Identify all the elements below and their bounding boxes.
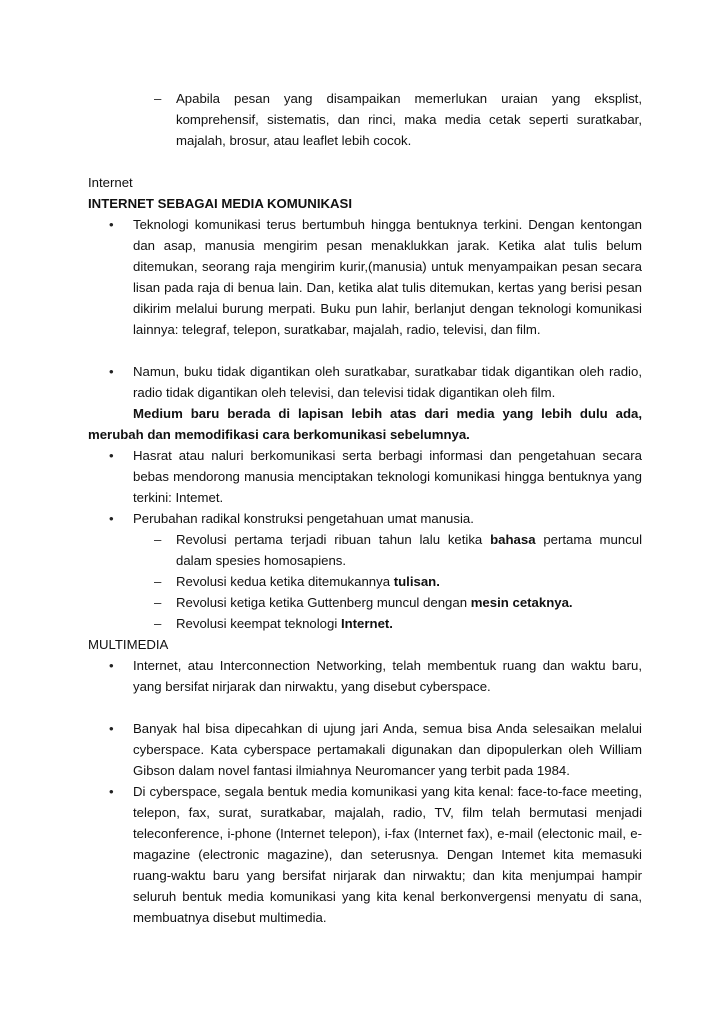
multimedia-heading — [88, 634, 168, 655]
revolution-item — [154, 529, 643, 571]
revolution-text-bold: Internet. — [340, 616, 393, 631]
bullet-marker: • — [109, 658, 114, 673]
revolution-text-pre: Revolusi ketiga ketika Guttenberg muncul dengan — [176, 595, 471, 610]
list-item — [109, 718, 642, 781]
revolution-text-pre: Revolusi pertama terjadi ribuan tahun lalu ketika — [176, 532, 491, 547]
revolution-item-text — [176, 592, 642, 613]
revolution-item — [154, 613, 642, 634]
dash-marker: – — [154, 616, 162, 631]
list-item — [109, 508, 642, 529]
list-item-text: Namun, buku tidak digantikan oleh suratkabar, suratkabar tidak digantikan oleh radio, radio tidak digantikan oleh televisi, dan televisi tidak digantikan oleh film. — [133, 364, 642, 400]
dash-marker: – — [154, 532, 162, 547]
bullet-marker: • — [109, 784, 114, 799]
revolution-item-text — [176, 529, 642, 571]
revolution-text-post: pertama muncul dalam spesies homosapiens. — [176, 532, 643, 568]
list-item-text: Di cyberspace, segala bentuk media komunikasi yang kita kenal: face-to-face meeting, telepon, fax, surat, suratkabar, majalah, radio, TV, film telah bermutasi menjadi teleconference, i-phone (Internet telepon), i-fax (Internet fax), e-mail (electonic mail, e-magazine (electronic magazine), dan seterusnya. Dengan Intemet kita memasuki ruang-waktu baru yang bersifat nirjarak dan nirwaktu; dan kita menjumpai hampir seluruh bentuk media komunikasi yang kita kenal berkonvergensi menyatu di sana, membuatnya disebut multimedia. — [133, 784, 642, 925]
internet-heading-text: Internet — [88, 175, 133, 190]
list-item-text: Hasrat atau naluri berkomunikasi serta berbagi informasi dan pengetahuan secara bebas mendorong manusia menciptakan teknologi komunikasi hingga bentuknya yang terkini: Intemet. — [133, 448, 642, 505]
multimedia-heading-text: MULTIMEDIA — [88, 637, 169, 652]
list-item — [109, 781, 642, 928]
bullet-marker: • — [109, 364, 114, 379]
dash-marker: – — [154, 574, 162, 589]
revolution-item-text — [176, 571, 642, 592]
revolution-text-pre: Revolusi keempat teknologi — [176, 616, 341, 631]
bullet-marker: • — [109, 511, 114, 526]
list-item — [109, 214, 642, 340]
bullet-marker: • — [109, 217, 114, 232]
dash-item-text: Apabila pesan yang disampaikan memerlukan uraian yang eksplist, komprehensif, sistematis, dan rinci, maka media cetak seperti suratkabar, majalah, brosur, atau leaflet lebih cocok. — [176, 91, 642, 148]
revolution-text-bold: bahasa — [490, 532, 536, 547]
revolution-text-bold: mesin cetaknya. — [470, 595, 573, 610]
section-title-text: INTERNET SEBAGAI MEDIA KOMUNIKASI — [88, 196, 353, 211]
section-title — [88, 193, 352, 214]
list-item-text: Internet, atau Interconnection Networking, telah membentuk ruang dan waktu baru, yang bersifat nirjarak dan nirwaktu, yang disebut cyberspace. — [133, 658, 642, 694]
dash-marker: – — [154, 595, 162, 610]
list-item-text: Banyak hal bisa dipecahkan di ujung jari Anda, semua bisa Anda selesaikan melalui cyberspace. Kata cyberspace pertamakali digunakan dan dipopulerkan oleh William Gibson dalam novel fantasi ilmiahnya Neuromancer yang terbit pada 1984. — [133, 721, 642, 778]
bold-statement — [88, 403, 642, 445]
internet-heading — [88, 172, 133, 193]
revolution-item — [154, 592, 642, 613]
dash-marker: – — [154, 91, 162, 106]
dash-item-media-cetak — [154, 88, 642, 151]
revolution-item — [154, 571, 642, 592]
revolution-text-pre: Revolusi kedua ketika ditemukannya — [176, 574, 394, 589]
list-item-text: Perubahan radikal konstruksi pengetahuan umat manusia. — [133, 511, 474, 526]
revolution-text-bold: tulisan. — [393, 574, 440, 589]
bullet-marker: • — [109, 448, 114, 463]
revolution-item-text — [176, 613, 642, 634]
list-item — [109, 361, 642, 403]
list-item — [109, 445, 642, 508]
list-item — [109, 655, 642, 697]
bold-statement-text: Medium baru berada di lapisan lebih atas dari media yang lebih dulu ada, merubah dan memodifikasi cara berkomunikasi sebelumnya. — [88, 406, 642, 442]
list-item-text: Teknologi komunikasi terus bertumbuh hingga bentuknya terkini. Dengan kentongan dan asap, manusia mengirim pesan menaklukkan jarak. Ketika alat tulis belum ditemukan, seorang raja mengirim kurir,(manusia) untuk menyampaikan pesan secara lisan pada raja di benua lain. Dan, ketika alat tulis ditemukan, kertas yang berisi pesan dikirim melalui burung merpati. Buku pun lahir, berlanjut dengan teknologi komunikasi lainnya: telegraf, telepon, suratkabar, majalah, radio, televisi, dan film. — [133, 217, 642, 337]
bullet-marker: • — [109, 721, 114, 736]
